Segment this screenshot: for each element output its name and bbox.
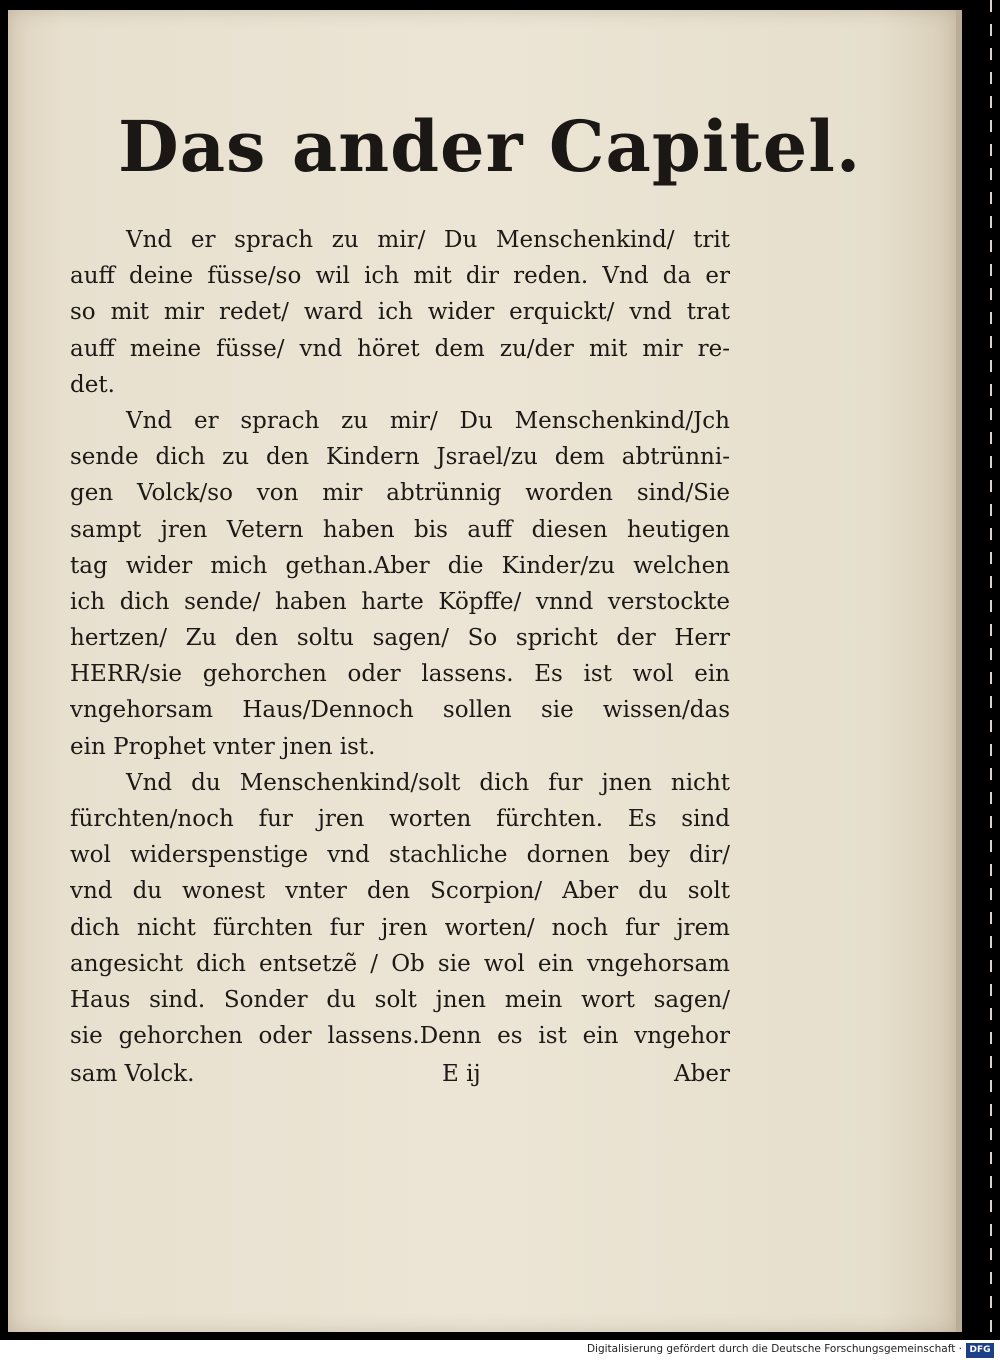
footer-credit: Digitalisierung gefördert durch die Deutsche Forschungsgemeinschaft · — [586, 1343, 962, 1355]
text-line: Vnd er sprach zu mir/ Du Menschenkind/Jch — [126, 407, 730, 434]
text-line: Vnd er sprach zu mir/ Du Menschenkind/ trit — [126, 227, 730, 253]
text-line: Haus sind. Sonder du solt jnen mein wort sagen/ — [70, 986, 730, 1013]
text-line: auff meine füsse/ vnd höret dem zu/der mit mir re- — [70, 335, 730, 362]
text-line: ein Prophet vnter jnen ist. — [70, 733, 376, 760]
text-line: so mit mir redet/ ward ich wider erquickt/ vnd trat — [70, 299, 730, 326]
text-line: vngehorsam Haus/Dennoch sollen sie wissen/das — [70, 697, 730, 724]
text-line: angesicht dich entsetzẽ / Ob sie wol ein vngehorsam — [70, 950, 730, 977]
body-text — [70, 222, 730, 1094]
book-page — [8, 10, 956, 1332]
page-edge — [956, 10, 962, 1332]
text-line: sende dich zu den Kindern Jsrael/zu dem abtrünni- — [70, 444, 730, 471]
footer-bar — [0, 1340, 1000, 1362]
text-line: det. — [70, 371, 115, 398]
text-line: fürchten/noch fur jren worten fürchten. Es sind — [70, 806, 730, 832]
text-line: dich nicht fürchten fur jren worten/ noch fur jrem — [70, 914, 730, 941]
last-line-text: sam Volck. — [70, 1061, 195, 1088]
text-line: wol widerspenstige vnd stachliche dornen bey dir/ — [70, 842, 730, 869]
text-line: sampt jren Vetern haben bis auff diesen heutigen — [70, 516, 730, 543]
text-line: hertzen/ Zu den soltu sagen/ So spricht der Herr — [70, 625, 730, 652]
scan-rule — [990, 0, 992, 1334]
text-line: tag wider mich gethan.Aber die Kinder/zu welchen — [70, 552, 730, 579]
dfg-logo-icon: DFG — [966, 1343, 994, 1358]
text-line: vnd du wonest vnter den Scorpion/ Aber du solt — [70, 878, 730, 905]
text-line: sie gehorchen oder lassens.Denn es ist ein vngehor — [70, 1023, 730, 1050]
signature-mark: E ij — [442, 1061, 481, 1088]
chapter-title: Das ander Capitel. — [118, 105, 862, 188]
text-line: ich dich sende/ haben harte Köpffe/ vnnd verstockte — [70, 588, 730, 615]
catchword: Aber — [674, 1061, 730, 1088]
text-line: Vnd du Menschenkind/solt dich fur jnen nicht — [126, 769, 730, 796]
text-line: gen Volck/so von mir abtrünnig worden sind/Sie — [70, 480, 730, 507]
last-line — [70, 1054, 730, 1094]
text-line: auff deine füsse/so wil ich mit dir reden. Vnd da er — [70, 263, 730, 290]
text-line: HERR/sie gehorchen oder lassens. Es ist wol ein — [70, 661, 730, 688]
